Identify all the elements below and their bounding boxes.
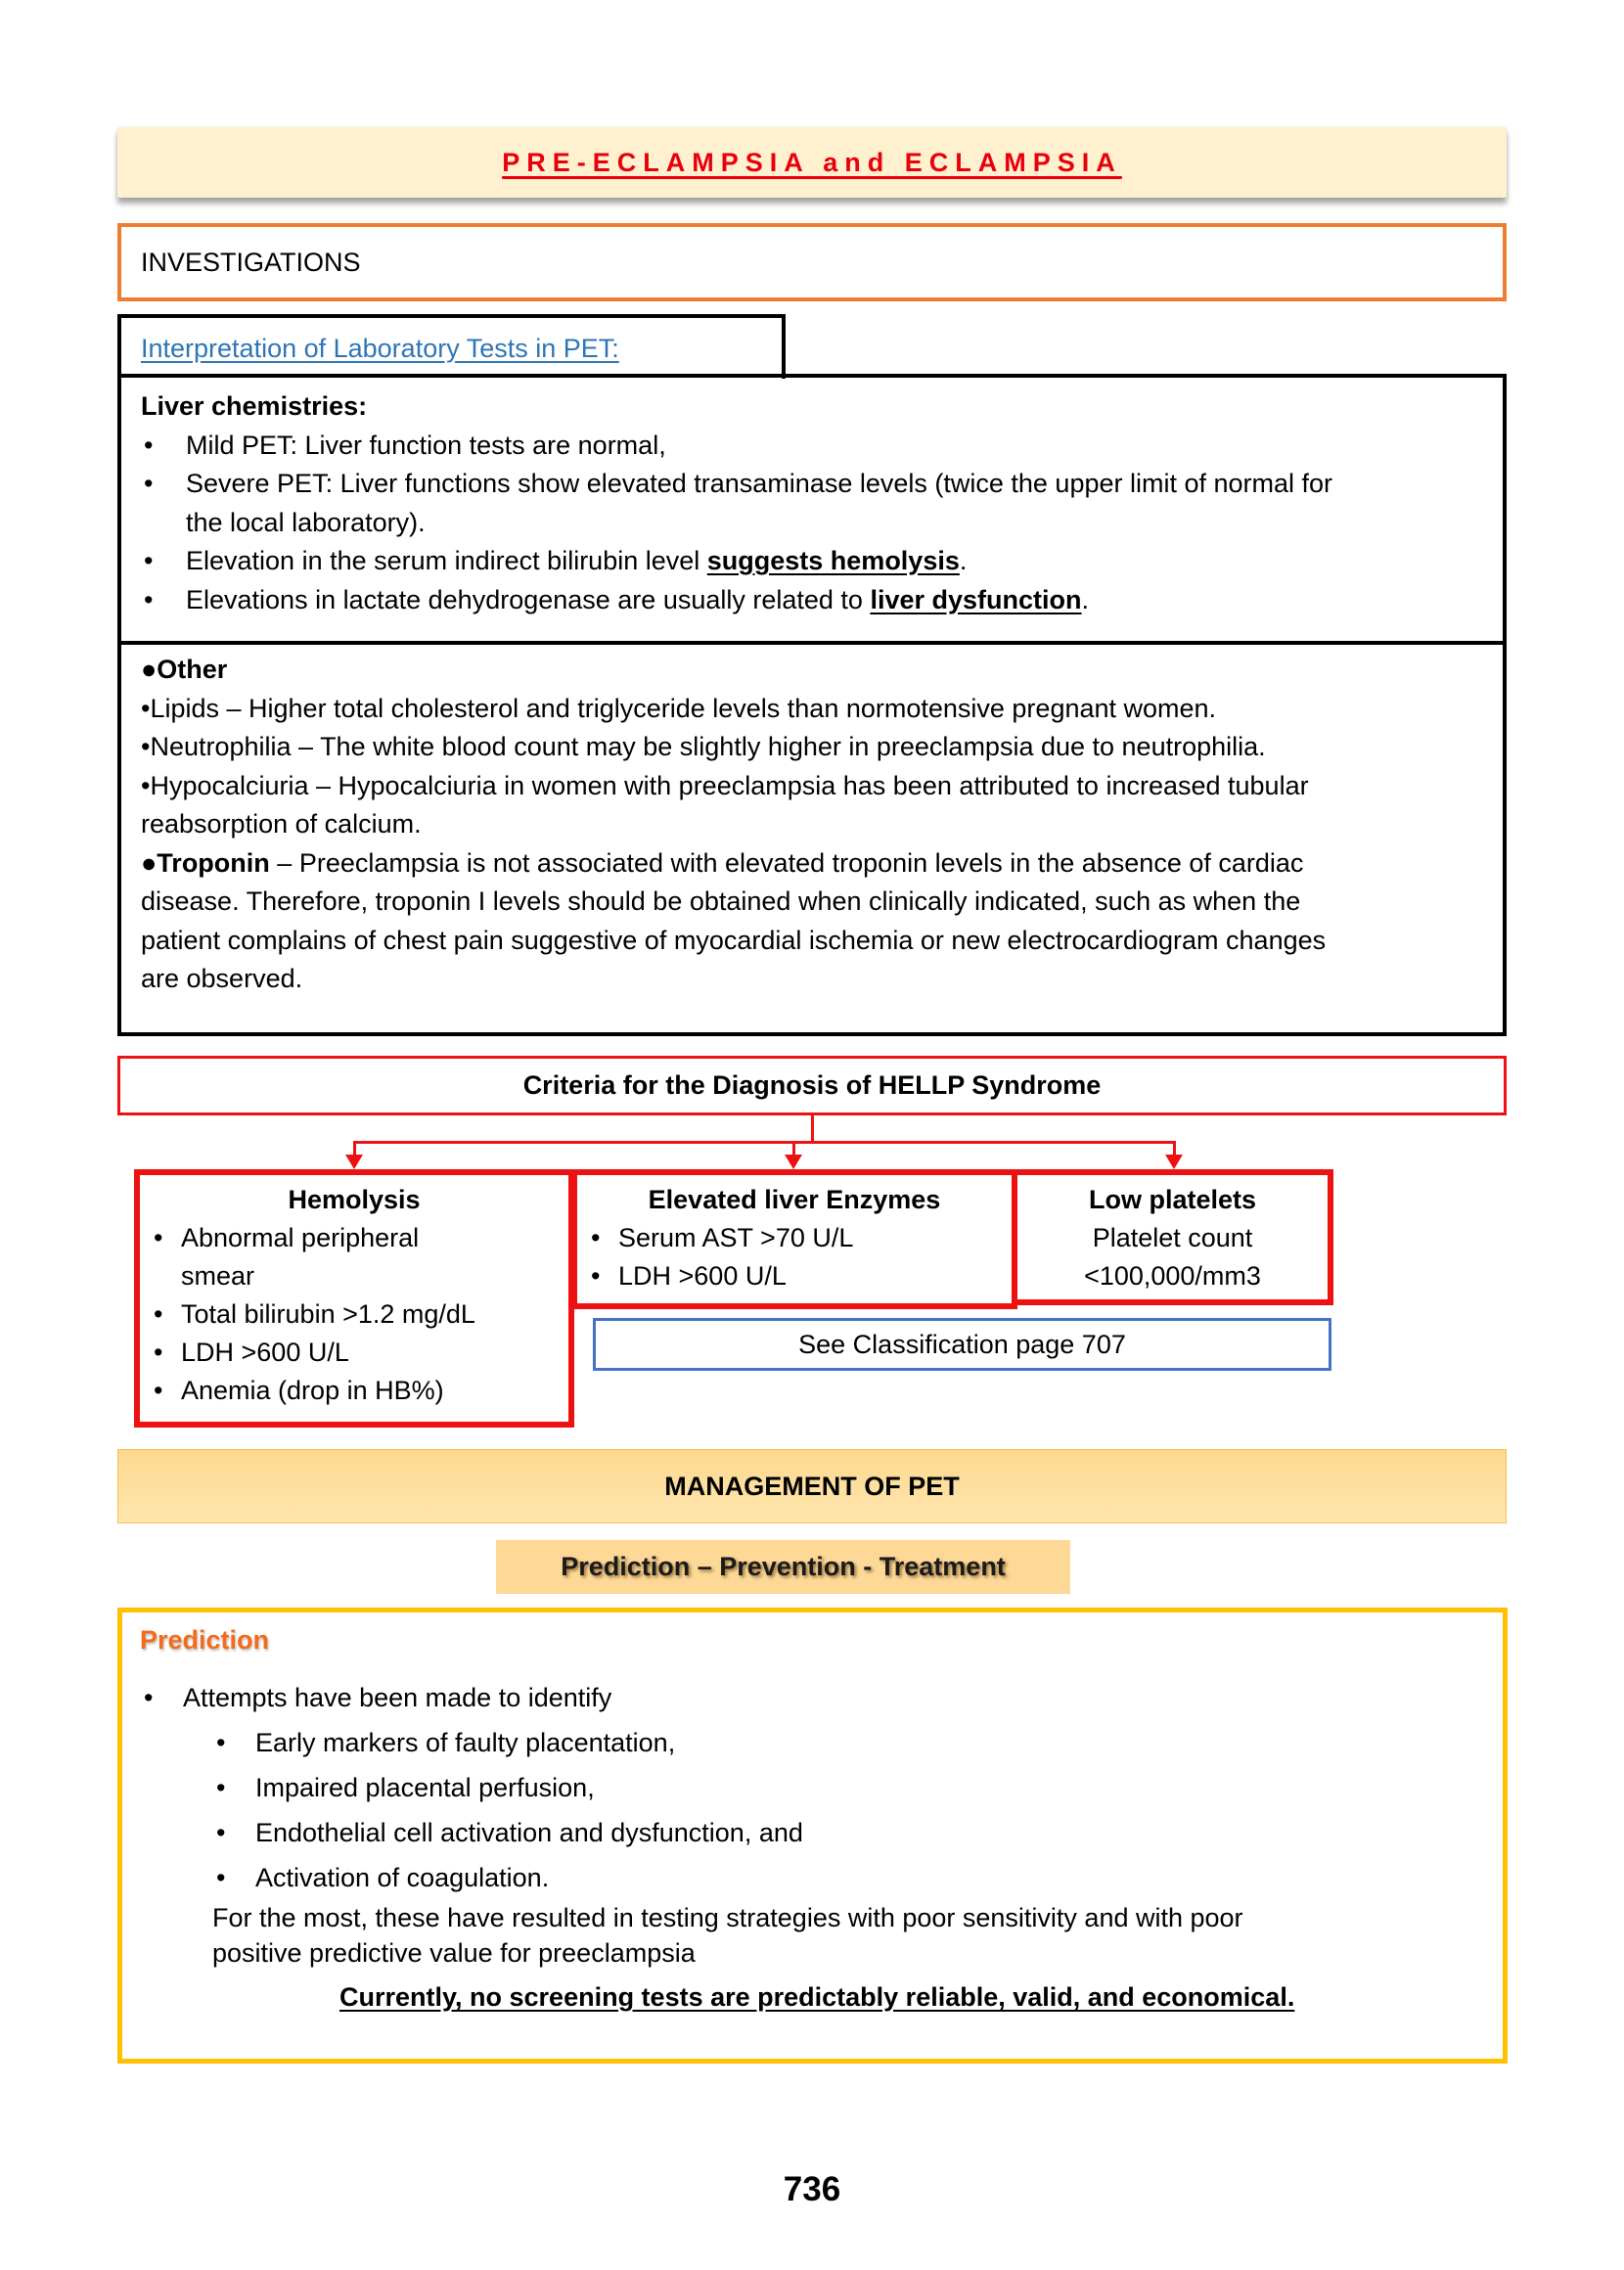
list-item bbox=[140, 1334, 568, 1372]
prediction-title: Prediction bbox=[140, 1625, 270, 1655]
title-banner bbox=[117, 127, 1507, 198]
sub-list-item bbox=[140, 1765, 1485, 1810]
bullet-icon: • bbox=[591, 1223, 601, 1252]
text-line: positive predictive value for preeclampsia bbox=[212, 1938, 696, 1968]
sub-list-item bbox=[140, 1720, 1485, 1765]
list-item-text bbox=[186, 581, 1089, 620]
list-item-text: Endothelial cell activation and dysfunction, and bbox=[255, 1818, 803, 1847]
bullet-icon: • bbox=[216, 1863, 226, 1892]
text-line: •Hypocalciuria – Hypocalciuria in women with preeclampsia has been attributed to increased tubular bbox=[141, 770, 1309, 800]
list-item-text-line: the local laboratory). bbox=[186, 507, 426, 537]
sub-list-item bbox=[140, 1855, 1485, 1900]
prediction-box bbox=[117, 1608, 1508, 2064]
prediction-summary bbox=[140, 1900, 1485, 1971]
platelets-line: Platelet count bbox=[1092, 1223, 1253, 1252]
list-item bbox=[141, 581, 1483, 620]
liver-heading: Liver chemistries: bbox=[141, 391, 368, 421]
text-line: smear bbox=[181, 1261, 255, 1291]
bullet-icon: • bbox=[144, 584, 154, 614]
see-classification-link[interactable]: See Classification page 707 bbox=[798, 1329, 1126, 1359]
bullet-icon: • bbox=[216, 1773, 226, 1802]
sub-list-item bbox=[140, 1810, 1485, 1855]
section-header-investigations bbox=[117, 223, 1507, 301]
low-platelets-criteria-box bbox=[1012, 1169, 1333, 1305]
neutrophilia-item: •Neutrophilia – The white blood count may be slightly higher in preeclampsia due to neutrophilia. bbox=[141, 732, 1266, 761]
list-item-text: LDH >600 U/L bbox=[618, 1261, 787, 1291]
list-item-text: Serum AST >70 U/L bbox=[618, 1223, 854, 1252]
enzymes-title: Elevated liver Enzymes bbox=[648, 1185, 941, 1214]
text-line: – Preeclampsia is not associated with elevated troponin levels in the absence of cardiac bbox=[269, 847, 1304, 878]
text-line: are observed. bbox=[141, 964, 303, 993]
arrow-down-icon bbox=[345, 1155, 363, 1169]
list-item-text: Total bilirubin >1.2 mg/dL bbox=[181, 1299, 475, 1329]
hellp-criteria-title: Criteria for the Diagnosis of HELLP Syndrome bbox=[522, 1070, 1102, 1100]
bullet-icon: • bbox=[154, 1299, 163, 1329]
list-item bbox=[141, 465, 1483, 542]
bullet-icon: • bbox=[216, 1728, 226, 1757]
list-item bbox=[140, 1295, 568, 1334]
hemolysis-criteria-box bbox=[134, 1169, 574, 1428]
other-section bbox=[121, 645, 1503, 1032]
list-item bbox=[141, 427, 1483, 466]
text-segment: . bbox=[959, 546, 968, 575]
list-item bbox=[141, 542, 1483, 581]
list-item bbox=[140, 1219, 568, 1295]
prediction-conclusion: Currently, no screening tests are predictably reliable, valid, and economical. bbox=[339, 1982, 1295, 2012]
bullet-icon: • bbox=[591, 1261, 601, 1291]
list-item-text bbox=[186, 465, 1332, 542]
list-item-text: Activation of coagulation. bbox=[255, 1863, 550, 1892]
hypocalciuria-item bbox=[141, 767, 1483, 844]
lab-tests-link[interactable]: Interpretation of Laboratory Tests in PET: bbox=[141, 333, 619, 363]
text-line: For the most, these have resulted in testing strategies with poor sensitivity and with poor bbox=[212, 1903, 1243, 1932]
list-item-text: Attempts have been made to identify bbox=[183, 1683, 612, 1712]
bullet-icon: • bbox=[144, 1683, 154, 1712]
list-item-text bbox=[186, 542, 967, 581]
management-subtitle: Prediction – Prevention - Treatment bbox=[561, 1552, 1006, 1581]
other-heading: ●Other bbox=[141, 655, 228, 684]
text-line: Abnormal peripheral bbox=[181, 1223, 420, 1252]
arrow-down-icon bbox=[1165, 1155, 1183, 1169]
text-line: reabsorption of calcium. bbox=[141, 809, 422, 839]
bullet-icon: • bbox=[144, 430, 154, 460]
arrow-down-icon bbox=[785, 1155, 802, 1169]
see-classification-box bbox=[593, 1318, 1331, 1371]
list-item-text: Mild PET: Liver function tests are normal, bbox=[186, 430, 666, 460]
bullet-icon: • bbox=[144, 469, 154, 498]
text-segment: Elevations in lactate dehydrogenase are usually related to bbox=[186, 584, 871, 614]
list-item bbox=[140, 1675, 1485, 1720]
management-subtitle-box bbox=[496, 1540, 1070, 1594]
emphasis-text: liver dysfunction bbox=[870, 584, 1082, 614]
list-item-text: Anemia (drop in HB%) bbox=[181, 1376, 444, 1405]
lipids-item: •Lipids – Higher total cholesterol and triglyceride levels than normotensive pregnant women. bbox=[141, 693, 1217, 723]
list-item bbox=[140, 1372, 568, 1410]
bullet-icon: • bbox=[154, 1223, 163, 1252]
troponin-item bbox=[141, 844, 1483, 999]
page-title: PRE-ECLAMPSIA and ECLAMPSIA bbox=[502, 147, 1122, 177]
troponin-label: ●Troponin bbox=[141, 847, 270, 878]
text-segment: . bbox=[1081, 584, 1090, 614]
lab-tests-tab bbox=[117, 314, 786, 379]
text-segment: Elevation in the serum indirect bilirubin level bbox=[186, 546, 707, 575]
connector-horizontal bbox=[353, 1141, 1176, 1144]
platelets-title: Low platelets bbox=[1088, 1185, 1257, 1214]
text-line: patient complains of chest pain suggestive of myocardial ischemia or new electrocardiogram changes bbox=[141, 925, 1327, 955]
bullet-icon: • bbox=[154, 1376, 163, 1405]
hemolysis-title: Hemolysis bbox=[288, 1185, 421, 1214]
hellp-criteria-header bbox=[117, 1056, 1507, 1115]
list-item bbox=[577, 1257, 1012, 1295]
liver-enzymes-criteria-box bbox=[571, 1169, 1017, 1309]
lab-interpretation-box bbox=[117, 374, 1507, 1036]
text-line: disease. Therefore, troponin I levels should be obtained when clinically indicated, such as when the bbox=[141, 886, 1301, 916]
liver-chemistries-section bbox=[121, 378, 1503, 641]
bullet-icon: • bbox=[154, 1338, 163, 1367]
bullet-icon: • bbox=[216, 1818, 226, 1847]
list-item bbox=[577, 1219, 1012, 1257]
connector-stem bbox=[811, 1115, 814, 1144]
list-item-text: LDH >600 U/L bbox=[181, 1338, 349, 1367]
list-item-text bbox=[181, 1219, 419, 1295]
management-banner bbox=[117, 1449, 1507, 1523]
list-item-text: Early markers of faulty placentation, bbox=[255, 1728, 676, 1757]
list-item-text-line: Severe PET: Liver functions show elevated transaminase levels (twice the upper limit of normal for bbox=[186, 469, 1333, 498]
emphasis-text: suggests hemolysis bbox=[706, 546, 960, 575]
page-number: 736 bbox=[783, 2170, 841, 2208]
list-item-text: Impaired placental perfusion, bbox=[255, 1773, 595, 1802]
management-title: MANAGEMENT OF PET bbox=[664, 1471, 960, 1501]
bullet-icon: • bbox=[144, 546, 154, 575]
section-title: INVESTIGATIONS bbox=[141, 247, 361, 277]
platelets-threshold: <100,000/mm3 bbox=[1084, 1261, 1261, 1291]
